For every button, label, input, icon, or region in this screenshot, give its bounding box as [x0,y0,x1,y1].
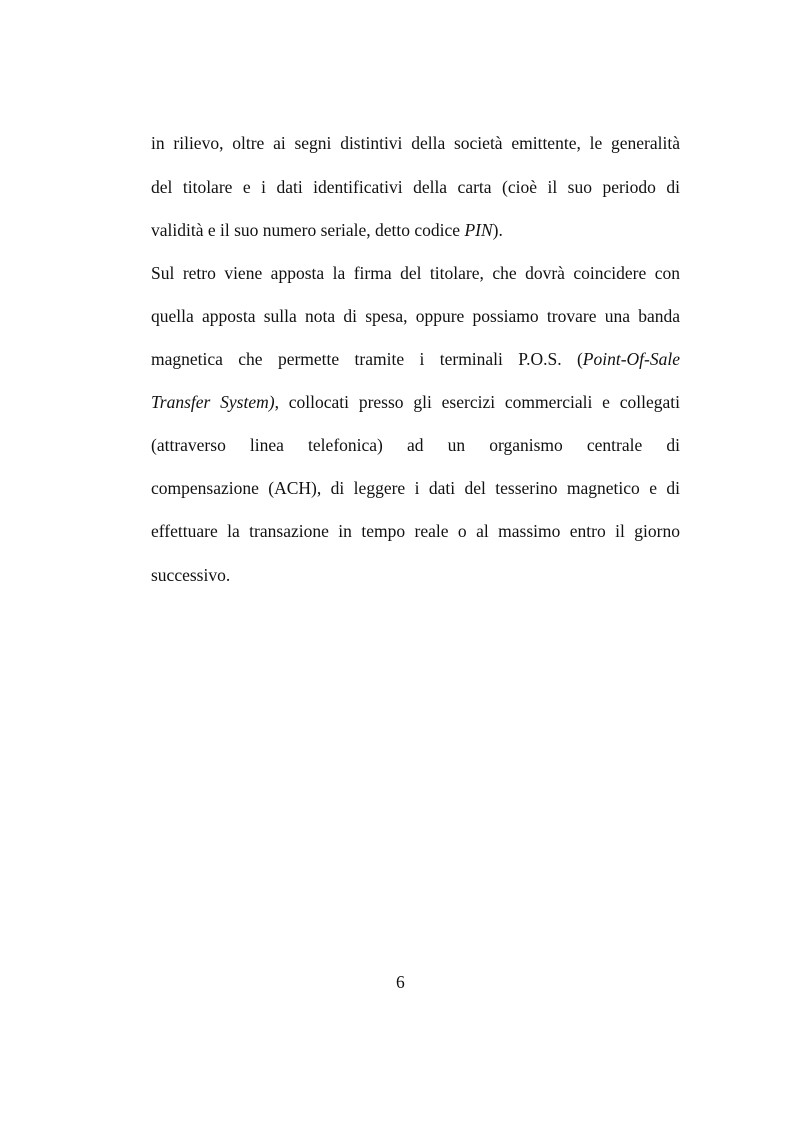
body-line [151,219,680,241]
body-line [151,564,680,586]
line-text: quella apposta sulla nota di spesa, oppure possiamo trovare una banda [151,306,680,326]
line-text: in rilievo, oltre ai segni distintivi della società emittente, le generalità [151,133,680,153]
line-text: magnetica che permette tramite i terminali P.O.S. ( [151,349,583,369]
body-line [151,176,680,198]
body-line [151,348,680,370]
page-number: 6 [396,972,405,992]
body-line [151,477,680,499]
line-text: Sul retro viene apposta la firma del titolare, che dovrà coincidere con [151,263,680,283]
italic-term-pos: Point-Of-Sale [582,349,680,369]
body-line [151,391,680,413]
body-line [151,434,680,456]
line-text: del titolare e i dati identificativi della carta (cioè il suo periodo di [151,177,680,197]
italic-term-transfer-system: Transfer System) [151,392,275,412]
line-text: ). [492,220,503,240]
body-line [151,132,680,154]
line-text: validità e il suo numero seriale, detto codice [151,220,465,240]
italic-term-pin: PIN [464,220,493,240]
line-text: effettuare la transazione in tempo reale o al massimo entro il giorno [151,521,680,541]
line-text: compensazione (ACH), di leggere i dati del tesserino magnetico e di [151,478,680,498]
body-line [151,262,680,284]
line-text: , collocati presso gli esercizi commerciali e collegati [274,392,681,412]
body-line [151,305,680,327]
body-line [151,520,680,542]
line-text: successivo. [151,565,231,585]
line-text: (attraverso linea telefonica) ad un organismo centrale di [151,435,680,455]
